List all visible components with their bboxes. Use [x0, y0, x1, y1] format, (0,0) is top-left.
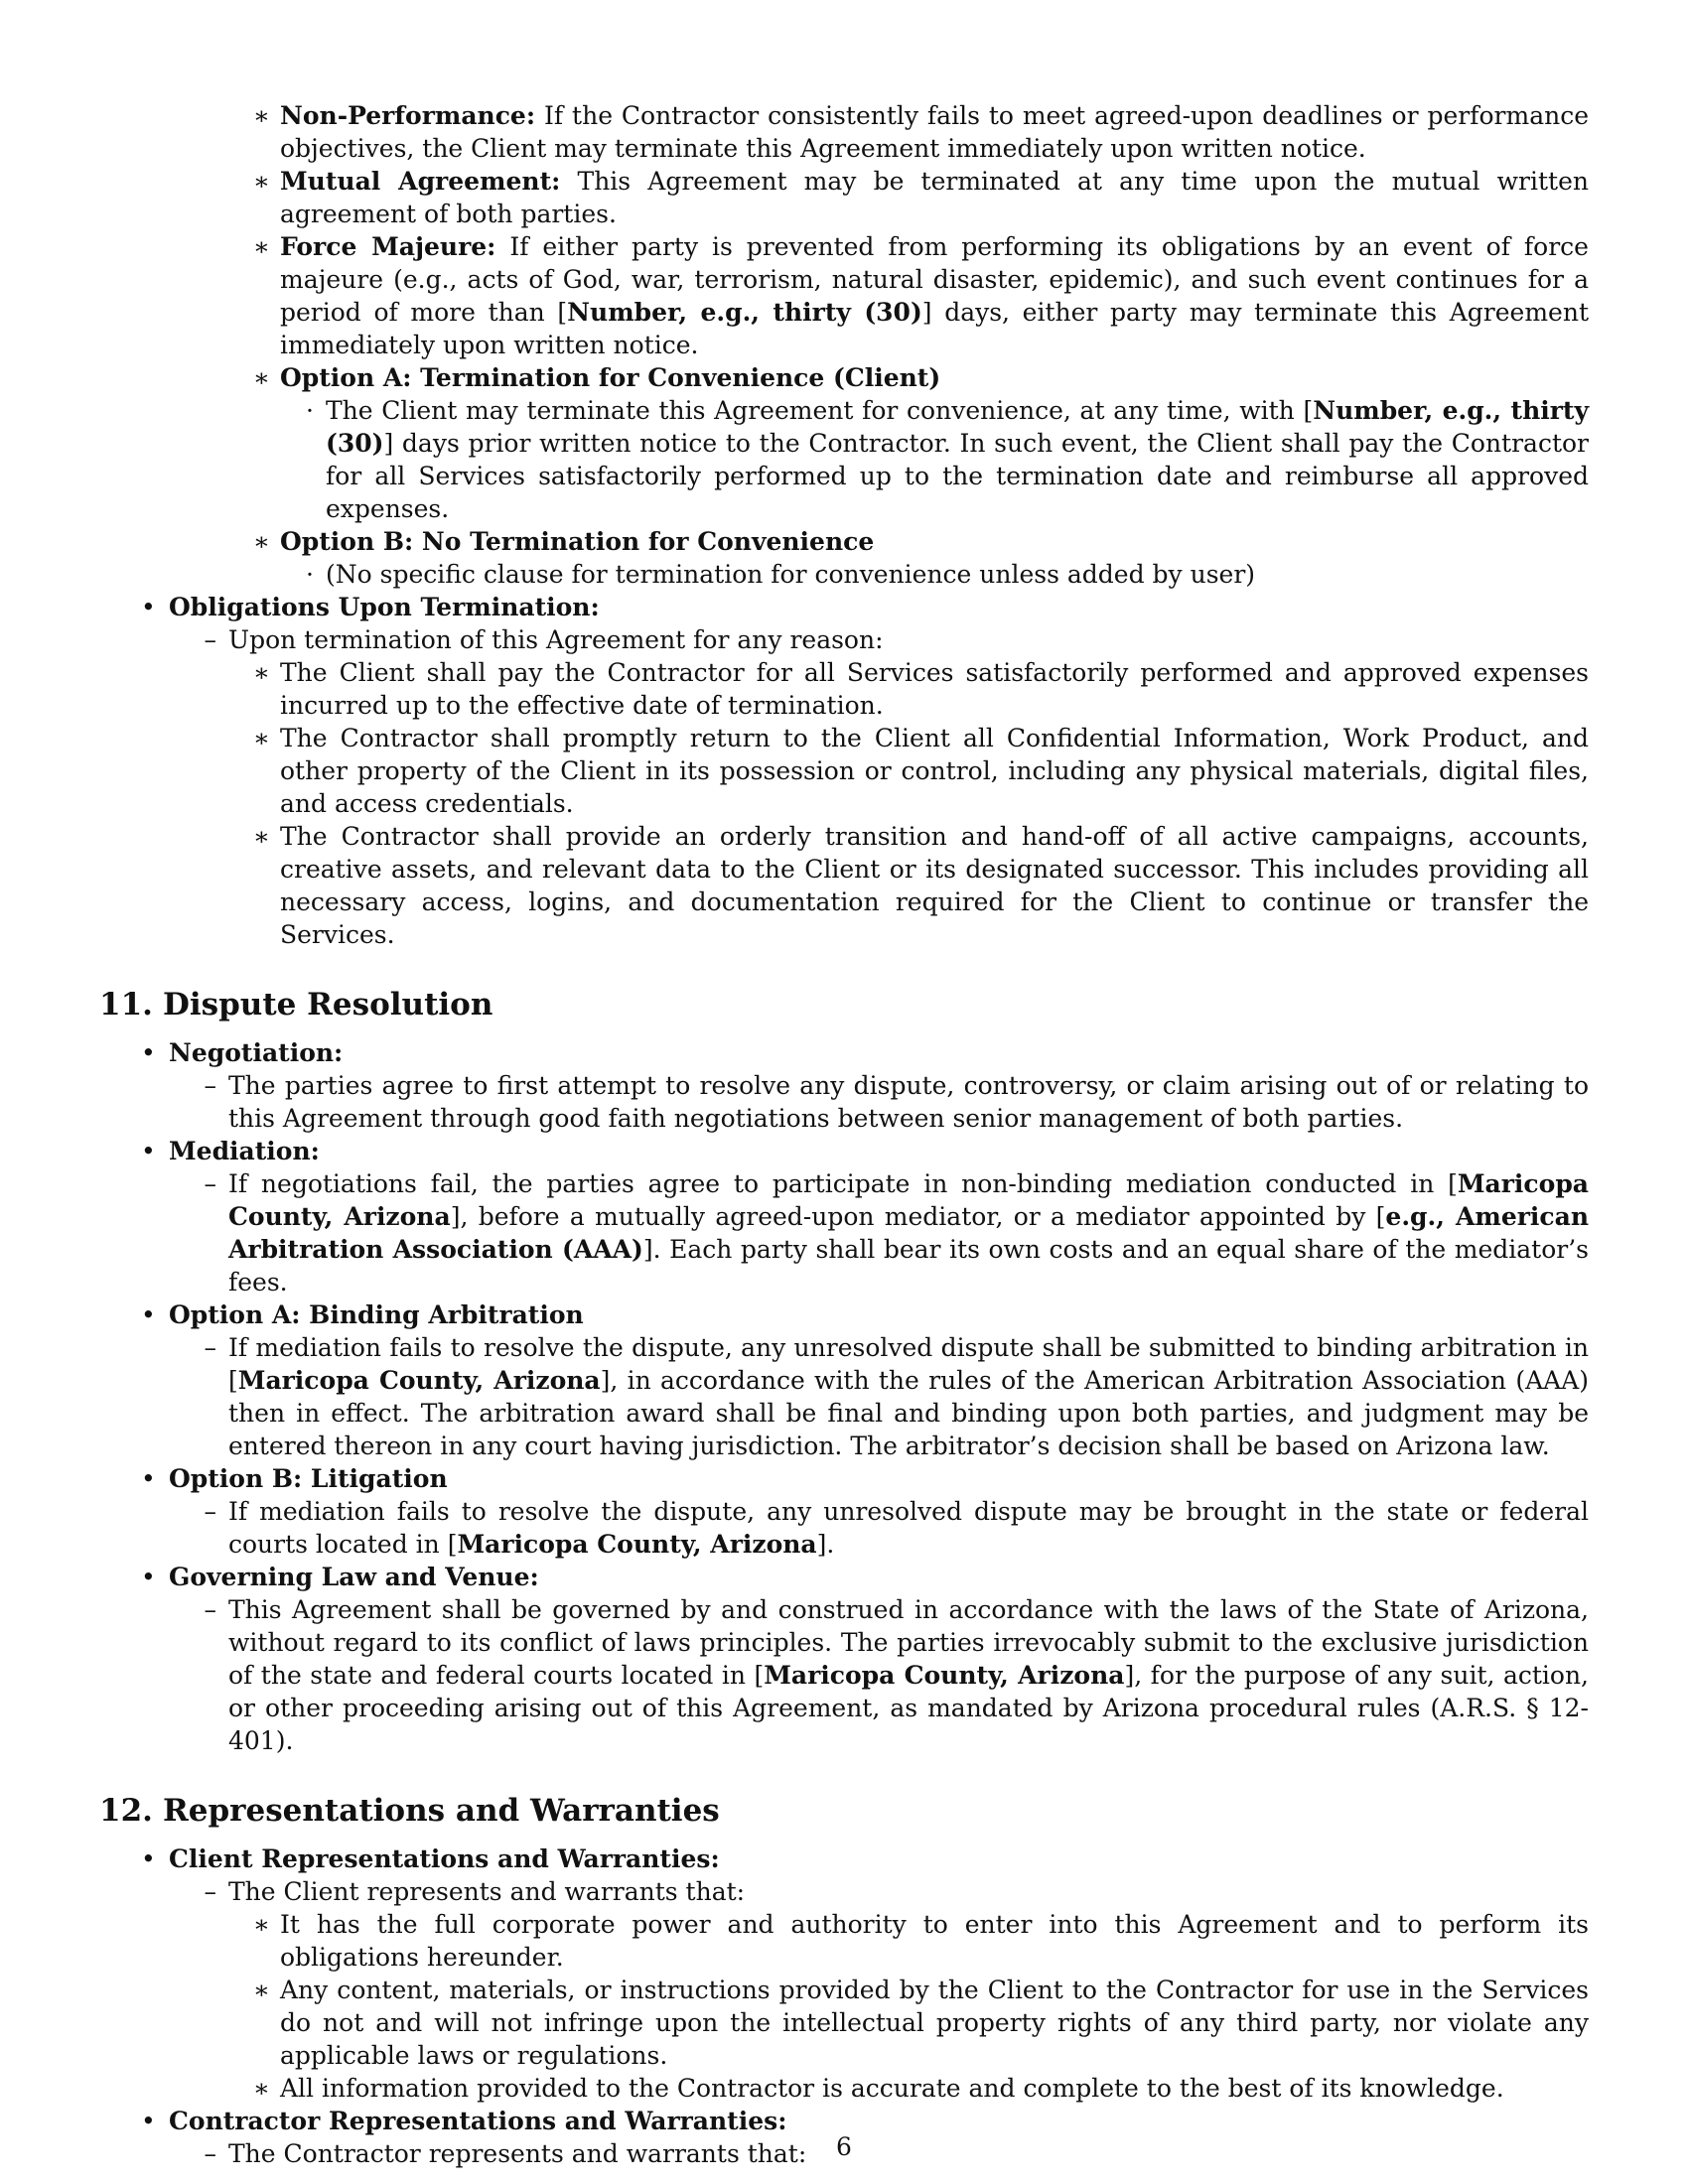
- list-item-governing-law: [141, 1561, 1589, 1593]
- item-text: If mediation fails to resolve the dispute, any unresolved dispute shall be submitted to binding arbitration in [: [228, 1333, 1589, 1395]
- dash-bullet: –: [204, 1877, 216, 1906]
- list-item-mediation: [141, 1135, 1589, 1167]
- page-number: 6: [836, 2132, 852, 2161]
- list-item-obligation: [253, 820, 1589, 951]
- item-label: Governing Law and Venue:: [169, 1563, 539, 1591]
- item-text: ]. Each party shall bear its own costs and an equal share of the mediator’s fees.: [228, 1235, 1590, 1297]
- item-label: Client Representations and Warranties:: [169, 1844, 720, 1873]
- list-item-convenience-text: [306, 394, 1590, 525]
- asterisk-bullet: ∗: [253, 527, 270, 556]
- list-item-governing-law-text: [204, 1593, 1589, 1757]
- item-text: ].: [816, 1530, 835, 1559]
- placeholder-text: Maricopa County, Arizona: [228, 1169, 1589, 1231]
- list-item-option-b-termination: [253, 525, 1589, 558]
- round-bullet: •: [141, 1464, 156, 1493]
- section-heading-dispute-resolution: [99, 985, 1589, 1024]
- list-item-litigation: [141, 1462, 1589, 1495]
- item-text: The parties agree to first attempt to resolve any dispute, controversy, or claim arising out of or relating to this Agreement through good faith negotiations between senior management of both parties.: [228, 1071, 1589, 1133]
- section-number: 12.: [99, 1793, 153, 1829]
- round-bullet: •: [141, 2107, 156, 2135]
- item-text: Any content, materials, or instructions provided by the Client to the Contractor for use in the Services do not and will not infringe upon the intellectual property rights of any third party, nor violate any applicable laws or regulations.: [280, 1976, 1589, 2070]
- item-label: Option A: Binding Arbitration: [169, 1300, 584, 1329]
- asterisk-bullet: ∗: [253, 724, 270, 752]
- placeholder-text: Maricopa County, Arizona: [237, 1366, 601, 1395]
- list-item-mutual-agreement: [253, 165, 1589, 230]
- item-text: ] days, either party may terminate this Agreement immediately upon written notice.: [280, 298, 1589, 359]
- item-text: The Client represents and warrants that:: [228, 1877, 746, 1906]
- item-text: It has the full corporate power and authority to enter into this Agreement and to perform its obligations hereunder.: [280, 1910, 1589, 1972]
- dash-bullet: –: [204, 1071, 216, 1100]
- list-item-obligations-intro: [204, 623, 1589, 656]
- list-item-binding-arbitration: [141, 1298, 1589, 1331]
- asterisk-bullet: ∗: [253, 822, 270, 851]
- dash-bullet: –: [204, 2139, 216, 2168]
- item-label: Non-Performance:: [280, 101, 536, 130]
- section-heading-representations: [99, 1791, 1589, 1831]
- asterisk-bullet: ∗: [253, 658, 270, 687]
- list-item-non-performance: [253, 99, 1589, 165]
- list-item-negotiation-text: [204, 1069, 1589, 1135]
- item-label: Option A: Termination for Convenience (Client): [280, 363, 941, 392]
- list-item-obligation: [253, 656, 1589, 722]
- section-number: 11.: [99, 987, 153, 1023]
- list-item-arbitration-text: [204, 1331, 1589, 1462]
- item-text: The Client may terminate this Agreement for convenience, at any time, with [: [326, 396, 1314, 425]
- item-label: Option B: No Termination for Convenience: [280, 527, 875, 556]
- asterisk-bullet: ∗: [253, 1976, 270, 2004]
- dash-bullet: –: [204, 1333, 216, 1362]
- dot-bullet: ·: [306, 396, 314, 425]
- item-text: If either party is prevented from performing its obligations by an event of force majeure (e.g., acts of God, war, terrorism, natural disaster, epidemic), and such event continues for a period of more than [: [280, 232, 1589, 327]
- asterisk-bullet: ∗: [253, 1910, 270, 1939]
- list-item-client-warranty: [253, 2072, 1589, 2105]
- list-item-client-warranty: [253, 1908, 1589, 1974]
- item-label: Mediation:: [169, 1137, 320, 1165]
- list-item-force-majeure: [253, 230, 1589, 361]
- list-item-obligation: [253, 722, 1589, 820]
- list-item-client-warranty: [253, 1974, 1589, 2072]
- list-item-mediation-text: [204, 1167, 1590, 1298]
- item-text: ], in accordance with the rules of the American Arbitration Association (AAA) then in effect. The arbitration award shall be final and binding upon both parties, and judgment may be entered thereon in any court having jurisdiction. The arbitrator’s decision shall be based on Arizona law.: [228, 1366, 1589, 1460]
- round-bullet: •: [141, 1038, 156, 1067]
- section-title: Representations and Warranties: [163, 1793, 720, 1829]
- asterisk-bullet: ∗: [253, 363, 270, 392]
- item-text: Upon termination of this Agreement for any reason:: [228, 625, 884, 654]
- item-text: This Agreement shall be governed by and construed in accordance with the laws of the State of Arizona, without regard to its conflict of laws principles. The parties irrevocably submit to the exclusive jurisdiction of the state and federal courts located in [: [228, 1595, 1589, 1690]
- item-label: Mutual Agreement:: [280, 167, 561, 196]
- dash-bullet: –: [204, 625, 216, 654]
- item-label: Negotiation:: [169, 1038, 344, 1067]
- asterisk-bullet: ∗: [253, 2074, 270, 2103]
- item-text: (No specific clause for termination for convenience unless added by user): [326, 560, 1256, 589]
- placeholder-text: Number, e.g., thirty (30): [567, 298, 922, 327]
- asterisk-bullet: ∗: [253, 167, 270, 196]
- dash-bullet: –: [204, 1497, 216, 1526]
- asterisk-bullet: ∗: [253, 232, 270, 261]
- list-item-client-intro: [204, 1875, 1589, 1908]
- dot-bullet: ·: [306, 560, 314, 589]
- list-item-no-convenience-text: [306, 558, 1589, 591]
- round-bullet: •: [141, 1844, 156, 1873]
- asterisk-bullet: ∗: [253, 101, 270, 130]
- item-text: The Client shall pay the Contractor for all Services satisfactorily performed and approved expenses incurred up to the effective date of termination.: [280, 658, 1589, 720]
- item-text: The Contractor shall provide an orderly transition and hand-off of all active campaigns, accounts, creative assets, and relevant data to the Client or its designated successor. This includes providing all necessary access, logins, and documentation required for the Client to continue or transfer the Services.: [280, 822, 1589, 949]
- item-text: ], before a mutually agreed-upon mediator, or a mediator appointed by [: [450, 1202, 1386, 1231]
- list-item-obligations: [141, 591, 1589, 623]
- item-text: This Agreement may be terminated at any time upon the mutual written agreement of both parties.: [280, 167, 1589, 228]
- round-bullet: •: [141, 1563, 156, 1591]
- page-content: [99, 99, 1589, 2170]
- item-label: Contractor Representations and Warranties:: [169, 2107, 787, 2135]
- section-title: Dispute Resolution: [163, 987, 493, 1023]
- dash-bullet: –: [204, 1169, 216, 1198]
- placeholder-text: Maricopa County, Arizona: [457, 1530, 817, 1559]
- round-bullet: •: [141, 593, 156, 621]
- item-text: If mediation fails to resolve the dispute, any unresolved dispute may be brought in the state or federal courts located in [: [228, 1497, 1589, 1559]
- dash-bullet: –: [204, 1595, 216, 1624]
- item-text: The Contractor shall promptly return to the Client all Confidential Information, Work Product, and other property of the Client in its possession or control, including any physical materials, digital files, and access credentials.: [280, 724, 1589, 818]
- list-item-negotiation: [141, 1036, 1589, 1069]
- list-item-litigation-text: [204, 1495, 1589, 1561]
- placeholder-text: Number, e.g., thirty (30): [326, 396, 1590, 458]
- item-label: Force Majeure:: [280, 232, 496, 261]
- list-item-client-warranties: [141, 1843, 1589, 1875]
- placeholder-text: Maricopa County, Arizona: [764, 1661, 1125, 1690]
- item-label: Obligations Upon Termination:: [169, 593, 600, 621]
- item-text: If negotiations fail, the parties agree to participate in non-binding mediation conducted in [: [228, 1169, 1458, 1198]
- item-label: Option B: Litigation: [169, 1464, 448, 1493]
- item-text: ] days prior written notice to the Contractor. In such event, the Client shall pay the Contractor for all Services satisfactorily performed up to the termination date and reimburse all approved expenses.: [326, 429, 1589, 523]
- round-bullet: •: [141, 1300, 156, 1329]
- item-text: All information provided to the Contractor is accurate and complete to the best of its knowledge.: [280, 2074, 1504, 2103]
- list-item-option-a-termination: [253, 361, 1589, 394]
- round-bullet: •: [141, 1137, 156, 1165]
- item-text: If the Contractor consistently fails to meet agreed-upon deadlines or performance objectives, the Client may terminate this Agreement immediately upon written notice.: [280, 101, 1589, 163]
- placeholder-text: e.g., American Arbitration Association (AAA): [228, 1202, 1590, 1264]
- item-text: ], for the purpose of any suit, action, or other proceeding arising out of this Agreement, as mandated by Arizona procedural rules (A.R.S. § 12-401).: [228, 1661, 1589, 1755]
- item-text: The Contractor represents and warrants that:: [228, 2139, 807, 2168]
